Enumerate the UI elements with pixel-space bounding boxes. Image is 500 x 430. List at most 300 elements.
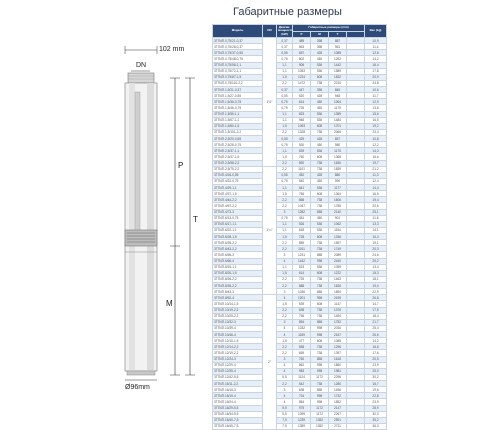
cell-t: 1147 [329, 301, 347, 307]
cell-w: 24,8 [365, 80, 387, 86]
cell-model: 3ТП4П.1,5/27-0,55 [213, 93, 263, 99]
cell-w: 11,3 [365, 172, 387, 178]
cell-power: 5,5 [277, 405, 293, 411]
cell-power: 0,55 [277, 50, 293, 56]
cell-t: 1280 [329, 381, 347, 387]
cell-m: 450 [311, 105, 329, 111]
cell-w: 16,4 [365, 62, 387, 68]
cell-m: 738 [311, 381, 329, 387]
cell-power: 4 [277, 368, 293, 374]
cell-dn-group: 1½" [263, 38, 277, 167]
cell-m: 536 [311, 68, 329, 74]
p-label: P [178, 161, 184, 170]
cell-t: 1785 [329, 203, 347, 209]
cell-t: 880 [329, 172, 347, 178]
cell-w: 16,5 [365, 191, 387, 197]
cell-power: 1,5 [277, 154, 293, 160]
cell-t: 2089 [329, 252, 347, 258]
cell-m: 428 [311, 172, 329, 178]
cell-w: 15,3 [365, 270, 387, 276]
dimensions-table [212, 24, 387, 430]
cell-power: 2,2 [277, 313, 293, 319]
cell-w: 25,0 [365, 368, 387, 374]
cell-m: 608 [311, 154, 329, 160]
cell-w: 28,9 [365, 405, 387, 411]
cell-power: 1,1 [277, 62, 293, 68]
cell-p: 734 [293, 393, 311, 399]
cell-t: 2167 [329, 332, 347, 338]
cell-p: 1032 [293, 325, 311, 331]
cell-p: 859 [293, 240, 311, 246]
dn-label: DN [136, 62, 147, 69]
t-label: T [193, 215, 198, 224]
pump-dimension-drawing [95, 40, 205, 390]
cell-w: 29,2 [365, 258, 387, 264]
cell-power: 0,37 [277, 44, 293, 50]
cell-t: 2140 [329, 209, 347, 215]
cell-m: 608 [311, 74, 329, 80]
cell-model: 3ТП4П.6/28-1,5 [213, 234, 263, 240]
cell-power: 1,5 [277, 191, 293, 197]
cell-m: 738 [311, 246, 329, 252]
cell-power: 2,2 [277, 283, 293, 289]
cell-m: 608 [311, 301, 329, 307]
cell-t: 1860 [329, 362, 347, 368]
cell-model: 3ТП4П.8/15-1,1 [213, 264, 263, 270]
cell-power: 7,5 [277, 417, 293, 423]
cell-p: 523 [293, 264, 311, 270]
cell-w: 24,6 [365, 252, 387, 258]
header-power: Двиган. мощность (kW) [278, 24, 294, 36]
cell-t: 1336 [329, 234, 347, 240]
header-m: M [311, 32, 329, 38]
cell-w: 17,5 [365, 307, 387, 313]
cell-m: 998 [311, 362, 329, 368]
table-row [213, 423, 387, 429]
cell-p: 906 [293, 62, 311, 68]
cell-m: 536 [311, 227, 329, 233]
cell-power: 3 [277, 209, 293, 215]
cell-w: 14,7 [365, 301, 387, 307]
m-label: M [166, 299, 173, 308]
cell-power: 0,55 [277, 172, 293, 178]
cell-w: 16,3 [365, 234, 387, 240]
cell-model: 3ТП4П.6/17-1,1 [213, 221, 263, 227]
cell-power: 0,75 [277, 142, 293, 148]
diameter-label: Ø96mm [125, 384, 150, 391]
cell-p: 638 [293, 307, 311, 313]
cell-t: 1085 [329, 50, 347, 56]
cell-t: 1894 [329, 289, 347, 295]
cell-m: 738 [311, 350, 329, 356]
cell-p: 983 [293, 368, 311, 374]
cell-m: 738 [311, 240, 329, 246]
cell-p: 948 [293, 117, 311, 123]
cell-t: 1484 [329, 117, 347, 123]
cell-w: 26,6 [365, 332, 387, 338]
cell-t: 845 [329, 87, 347, 93]
cell-power: 2,2 [277, 166, 293, 172]
cell-p: 1239 [293, 417, 311, 423]
cell-w: 11,4 [365, 44, 387, 50]
cell-power: 0,75 [277, 105, 293, 111]
cell-m: 738 [311, 344, 329, 350]
page-title: Габаритные размеры [233, 6, 342, 18]
cell-p: 451 [293, 215, 311, 221]
cell-p: 1472 [293, 80, 311, 86]
cell-t: 857 [329, 136, 347, 142]
cell-power: 1,5 [277, 234, 293, 240]
cell-model: 3ТП4П.12/42-5,5 [213, 374, 263, 380]
cell-model: 3ТП4П.1,5/46-0,75 [213, 105, 263, 111]
cell-power: 2,2 [277, 240, 293, 246]
cell-model: 3ТП4П.4/22-0,75 [213, 178, 263, 184]
width-label: 102 mm [159, 46, 185, 53]
cell-model: 3ТП4П.6/66-4 [213, 258, 263, 264]
cell-w: 30,0 [365, 411, 387, 417]
header-dn: DN [263, 25, 277, 38]
cell-w: 20,3 [365, 246, 387, 252]
cell-w: 11,7 [365, 93, 387, 99]
cell-model: 3ТП4П.16/24-4 [213, 399, 263, 405]
cell-w: 30,2 [365, 374, 387, 380]
cell-t: 1701 [329, 123, 347, 129]
cell-m: 998 [311, 295, 329, 301]
cell-p: 728 [293, 234, 311, 240]
cell-model: 3ТП4П.4/16-0,55 [213, 172, 263, 178]
cell-m: 398 [311, 44, 329, 50]
discharge-outlet [128, 73, 154, 83]
header-model: Модель [213, 25, 263, 38]
cell-w: 14,4 [365, 185, 387, 191]
cell-m: 998 [311, 332, 329, 338]
cell-model: 3ТП4П.12/19-2,2 [213, 350, 263, 356]
cell-power: 4 [277, 393, 293, 399]
cell-w: 18,1 [365, 276, 387, 282]
cell-power: 2,2 [277, 80, 293, 86]
cell-w: 19,6 [365, 387, 387, 393]
cell-p: 756 [293, 191, 311, 197]
cell-model: 3ТП4П.0,75/58-1,1 [213, 62, 263, 68]
cell-model: 3ТП4П.6/43-2,2 [213, 246, 263, 252]
cell-p: 894 [293, 319, 311, 325]
cell-blank [347, 423, 365, 429]
cell-t: 990 [329, 178, 347, 184]
cell-model: 3ТП4П.4/57-2,2 [213, 203, 263, 209]
cell-p: 868 [293, 197, 311, 203]
cable-guard [135, 92, 140, 232]
cell-model: 3ТП4П.8/20-1,5 [213, 270, 263, 276]
cell-model: 3ТП4П.6/55-3 [213, 252, 263, 258]
cell-model: 3ТП4П.0,75/37-0,55 [213, 50, 263, 56]
header-dims-group: Габаритные размеры (mm) [293, 25, 365, 32]
cell-m: 398 [311, 38, 329, 44]
cell-power: 0,37 [277, 87, 293, 93]
cell-p: 975 [293, 405, 311, 411]
cell-p: 452 [293, 172, 311, 178]
cell-power: 0,75 [277, 215, 293, 221]
cell-t: 1630 [329, 160, 347, 166]
cell-w: 20,9 [365, 74, 387, 80]
cell-power: 4 [277, 332, 293, 338]
cell-t: 1376 [329, 307, 347, 313]
cell-model: 3ТП4П.0,75/87-1,5 [213, 74, 263, 80]
cell-dn-group: 2" [263, 295, 277, 430]
cell-w: 22,9 [365, 289, 387, 295]
cell-w: 13,3 [365, 221, 387, 227]
cell-w: 23,9 [365, 362, 387, 368]
cell-t: 2066 [329, 129, 347, 135]
cell-m: 998 [311, 368, 329, 374]
cell-p: 558 [293, 344, 311, 350]
cell-m: 738 [311, 283, 329, 289]
cell-p: 1011 [293, 246, 311, 252]
cell-m: 738 [311, 80, 329, 86]
cell-t: 1832 [329, 74, 347, 80]
cell-p: 639 [293, 148, 311, 154]
cell-m: 1352 [311, 417, 329, 423]
cell-m: 858 [311, 319, 329, 325]
cell-model: 3ТП4П.8/26-2,2 [213, 276, 263, 282]
cell-m: 398 [311, 87, 329, 93]
cell-p: 1359 [293, 423, 311, 429]
cell-p: 725 [293, 105, 311, 111]
cell-power: 2,2 [277, 129, 293, 135]
cell-model: 3ТП4П.10/46-4 [213, 332, 263, 338]
cell-m: 450 [311, 142, 329, 148]
cell-power: 2,2 [277, 381, 293, 387]
header-t: T [329, 32, 347, 38]
cell-power: 4 [277, 362, 293, 368]
cell-model: 3ТП4П.8/52-4 [213, 295, 263, 301]
cell-p: 563 [293, 44, 311, 50]
cell-t: 1749 [329, 246, 347, 252]
cell-model: 3ТП4П.1,5/21-0,37 [213, 87, 263, 93]
cell-p: 1124 [293, 374, 311, 380]
cell-m: 608 [311, 338, 329, 344]
cell-p: 1047 [293, 203, 311, 209]
cell-m: 608 [311, 270, 329, 276]
cell-model: 3ТП4П.1,5/80-1,5 [213, 123, 263, 129]
cell-w: 22,8 [365, 393, 387, 399]
cell-power: 2,2 [277, 307, 293, 313]
cell-t: 980 [329, 142, 347, 148]
cell-w: 14,1 [365, 227, 387, 233]
cell-p: 756 [293, 313, 311, 319]
cell-model: 3ТП4П.1,5/55-1,1 [213, 111, 263, 117]
cell-t: 1154 [329, 227, 347, 233]
cell-t: 1618 [329, 356, 347, 362]
cell-power: 1,1 [277, 117, 293, 123]
cell-w: 16,6 [365, 154, 387, 160]
cell-model: 3ТП4П.16/11-2,2 [213, 381, 263, 387]
cell-t: 1059 [329, 264, 347, 270]
cell-p: 1442 [293, 258, 311, 264]
cell-power: 1,5 [277, 123, 293, 129]
cell-t: 1397 [329, 350, 347, 356]
cell-w: 26,8 [365, 295, 387, 301]
cell-p: 530 [293, 142, 311, 148]
cell-w: 12,2 [365, 142, 387, 148]
cell-t: 1064 [329, 99, 347, 105]
cell-power: 1,1 [277, 148, 293, 154]
cell-m: 998 [311, 258, 329, 264]
cell-p: 760 [293, 154, 311, 160]
cell-p: 477 [293, 338, 311, 344]
cell-m: 738 [311, 307, 329, 313]
cell-power: 2,2 [277, 246, 293, 252]
cell-m: 1172 [311, 405, 329, 411]
cell-t: 1175 [329, 148, 347, 154]
cell-p: 892 [293, 160, 311, 166]
cell-p: 802 [293, 56, 311, 62]
cell-t: 2267 [329, 411, 347, 417]
cell-w: 35,2 [365, 417, 387, 423]
cell-model: 3ТП4П.0,75/110-2,2 [213, 80, 263, 86]
cell-t: 1597 [329, 240, 347, 246]
cell-p: 1036 [293, 289, 311, 295]
cell-power: 1,5 [277, 270, 293, 276]
cell-m: 738 [311, 160, 329, 166]
cell-t: 2199 [329, 295, 347, 301]
cell-model: 3ТП4П.2,5/58-2,2 [213, 160, 263, 166]
cell-w: 19,4 [365, 283, 387, 289]
cell-p: 641 [293, 185, 311, 191]
cell-p: 854 [293, 399, 311, 405]
cell-p: 539 [293, 301, 311, 307]
cell-w: 16,7 [365, 381, 387, 387]
cell-p: 1224 [293, 74, 311, 80]
cell-m: 738 [311, 203, 329, 209]
cell-t: 1296 [329, 344, 347, 350]
cell-t: 948 [329, 93, 347, 99]
cell-w: 16,5 [365, 117, 387, 123]
cell-t: 1463 [329, 276, 347, 282]
cell-w: 19,1 [365, 240, 387, 246]
cell-model: 3ТП4П.2,5/28-0,75 [213, 142, 263, 148]
cell-w: 20,6 [365, 203, 387, 209]
cell-m: 450 [311, 215, 329, 221]
cell-t: 2711 [329, 423, 347, 429]
cell-w: 19,4 [365, 197, 387, 203]
cell-m: 608 [311, 123, 329, 129]
cell-t: 1085 [329, 338, 347, 344]
cell-power: 3 [277, 289, 293, 295]
cell-model: 3ТП4П.0,75/28-0,37 [213, 44, 263, 50]
cell-model: 3ТП4П.12/10-1,5 [213, 338, 263, 344]
cell-w: 21,7 [365, 319, 387, 325]
cell-w: 12,4 [365, 178, 387, 184]
cell-power: 1,1 [277, 68, 293, 74]
cell-power: 3 [277, 356, 293, 362]
cell-t: 1222 [329, 270, 347, 276]
cell-m: 858 [311, 252, 329, 258]
cell-m: 1172 [311, 374, 329, 380]
cell-power: 1,1 [277, 111, 293, 117]
cell-power: 5,5 [277, 411, 293, 417]
cell-m: 428 [311, 136, 329, 142]
cell-p: 862 [293, 362, 311, 368]
cell-model: 3ТП4П.2,5/20-0,55 [213, 136, 263, 142]
cell-model: 3ТП4П.10/32-3 [213, 319, 263, 325]
cell-t: 1606 [329, 197, 347, 203]
cell-model: 3ТП4П.16/29-5,5 [213, 405, 263, 411]
cell-p: 429 [293, 136, 311, 142]
cell-power: 3 [277, 387, 293, 393]
cell-m: 450 [311, 178, 329, 184]
cell-t: 1359 [329, 111, 347, 117]
cell-w: 36,3 [365, 423, 387, 429]
cell-power: 2,2 [277, 197, 293, 203]
cell-power: 5,5 [277, 374, 293, 380]
cell-model: 3ТП4П.1,5/101-2,2 [213, 129, 263, 135]
cell-w: 13,6 [365, 105, 387, 111]
cell-p: 1053 [293, 68, 311, 74]
cell-p: 638 [293, 387, 311, 393]
cell-model: 3ТП4П.6/13-0,75 [213, 215, 263, 221]
cell-m: 858 [311, 209, 329, 215]
cell-power: 4 [277, 258, 293, 264]
cell-model: 3ТП4П.2,5/75-2,2 [213, 166, 263, 172]
cell-power: 0,75 [277, 99, 293, 105]
cell-m: 858 [311, 356, 329, 362]
cell-power: 4 [277, 399, 293, 405]
cell-t: 2147 [329, 405, 347, 411]
cell-m: 998 [311, 325, 329, 331]
cell-w: 20,5 [365, 356, 387, 362]
cell-t: 2440 [329, 258, 347, 264]
cell-model: 3ТП4П.0,75/48-0,75 [213, 56, 263, 62]
cell-w: 18,4 [365, 313, 387, 319]
cell-t: 1175 [329, 105, 347, 111]
cell-m: 428 [311, 50, 329, 56]
cell-power: 4 [277, 325, 293, 331]
cell-m: 536 [311, 62, 329, 68]
cell-power: 1,5 [277, 301, 293, 307]
cell-p: 888 [293, 283, 311, 289]
cell-w: 17,6 [365, 350, 387, 356]
cell-m: 536 [311, 148, 329, 154]
cell-m: 428 [311, 93, 329, 99]
cell-t: 1732 [329, 393, 347, 399]
cell-w: 19,2 [365, 123, 387, 129]
cell-model: 3ТП4П.1,5/36-0,75 [213, 99, 263, 105]
cell-power: 0,75 [277, 178, 293, 184]
cell-m: 608 [311, 234, 329, 240]
cell-m: 1352 [311, 423, 329, 429]
table-body [213, 38, 387, 430]
cell-t: 901 [329, 215, 347, 221]
cell-p: 1282 [293, 209, 311, 215]
cell-model: 3ТП4П.6/35-2,2 [213, 240, 263, 246]
cell-model: 3ТП4П.4/37-1,5 [213, 191, 263, 197]
cell-power: 2,2 [277, 344, 293, 350]
cell-m: 536 [311, 221, 329, 227]
cell-w: 12,9 [365, 99, 387, 105]
cell-p: 1101 [293, 166, 311, 172]
cell-t: 1752 [329, 319, 347, 325]
cell-p: 725 [293, 276, 311, 282]
cell-power: 4 [277, 295, 293, 301]
cell-model: 3ТП4П.12/14-2,2 [213, 344, 263, 350]
cell-p: 489 [293, 38, 311, 44]
cell-w: 23,9 [365, 399, 387, 405]
header-weight: Вес (kg) [365, 25, 387, 38]
cell-t: 1626 [329, 283, 347, 289]
cell-w: 14,3 [365, 148, 387, 154]
cell-power: 3 [277, 252, 293, 258]
cell-w: 10,6 [365, 87, 387, 93]
